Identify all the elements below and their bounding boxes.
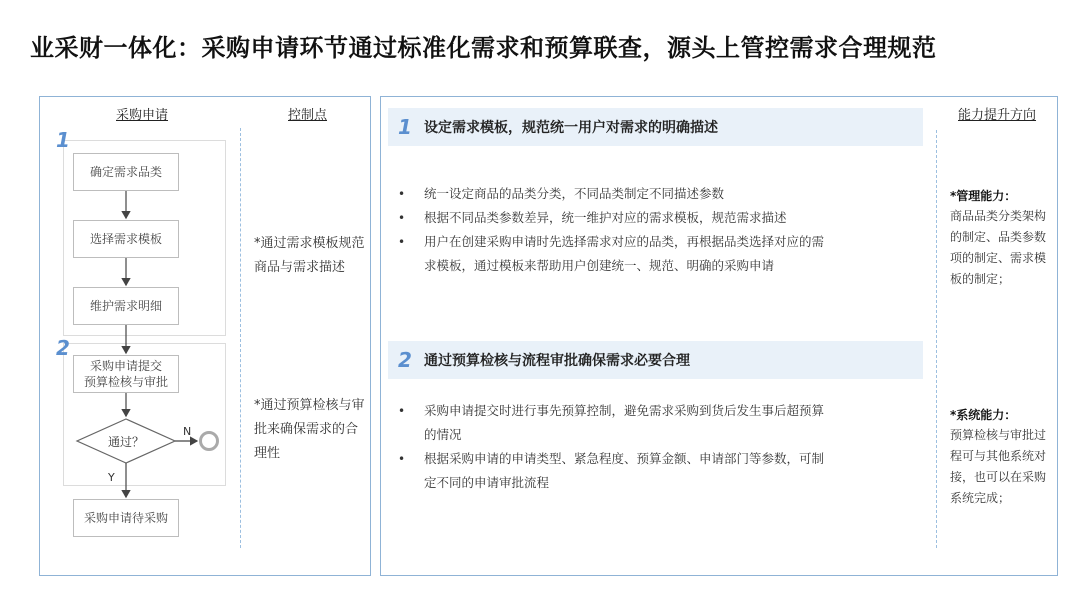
section1-bullet: • 统一设定商品的品类分类，不同品类制定不同描述参数 <box>396 182 836 206</box>
section1-bullets <box>396 182 836 278</box>
section1-bullet: • 根据不同品类参数差异，统一维护对应的需求模板，规范需求描述 <box>396 206 836 230</box>
no-label: N <box>183 425 192 438</box>
step1-number: 1 <box>56 128 70 152</box>
flow-box-pending-purchase-label: 采购申请待采购 <box>83 511 168 525</box>
flow-box-submit-line1: 采购申请提交 <box>89 359 162 373</box>
section1-bullet: • 用户在创建采购申请时先选择需求对应的品类，再根据品类选择对应的需求模板，通过模板来帮助用户创建统一、规范、明确的采购申请 <box>396 230 824 278</box>
step2-number: 2 <box>56 336 70 360</box>
section2-bullet: • 根据采购申请的申请类型、紧急程度、预算金额、申请部门等参数，可制定不同的申请审批流程 <box>396 447 836 495</box>
flow-box-maintain-detail-label: 维护需求明细 <box>89 299 162 313</box>
right-divider <box>936 130 937 548</box>
purchase-request-column-header: 采购申请 <box>116 108 169 123</box>
page-title: 业采财一体化：采购申请环节通过标准化需求和预算联查，源头上管控需求合理规范 <box>30 34 937 62</box>
flow-box-select-template-label: 选择需求模板 <box>89 232 162 246</box>
section2-bullets <box>396 399 836 495</box>
flow-box-submit-line2: 预算检核与审批 <box>83 375 168 389</box>
section1-title: 设定需求模板，规范统一用户对需求的明确描述 <box>424 120 718 136</box>
capability-column-header: 能力提升方向 <box>958 108 1037 123</box>
management-capability-heading: *管理能力： <box>950 189 1017 203</box>
management-capability-text: 商品品类分类架构的制定、品类参数项的制定、需求模板的制定； <box>950 209 1047 286</box>
system-capability-heading: *系统能力： <box>950 408 1017 422</box>
system-capability-text: 预算检核与审批过程可与其他系统对接，也可以在采购系统完成； <box>950 428 1047 505</box>
section2-number: 2 <box>398 348 412 372</box>
section2-title: 通过预算检核与流程审批确保需求必要合理 <box>424 353 690 369</box>
end-circle <box>201 433 218 450</box>
section1-number: 1 <box>398 115 412 139</box>
control-point-1: *通过需求模板规范商品与需求描述 <box>254 236 365 275</box>
section1-header <box>388 108 923 146</box>
control-point-2: *通过预算检核与审批来确保需求的合理性 <box>254 398 365 461</box>
flow-box-select-category-label: 确定需求品类 <box>89 165 162 179</box>
flow-connectors <box>0 0 380 608</box>
section2-bullet: • 采购申请提交时进行事先预算控制，避免需求采购到货后发生事后超预算的情况 <box>396 399 824 447</box>
section2-header <box>388 341 923 379</box>
decision-label: 通过？ <box>107 435 144 449</box>
control-point-column-header: 控制点 <box>288 108 328 123</box>
yes-label: Y <box>108 471 115 484</box>
